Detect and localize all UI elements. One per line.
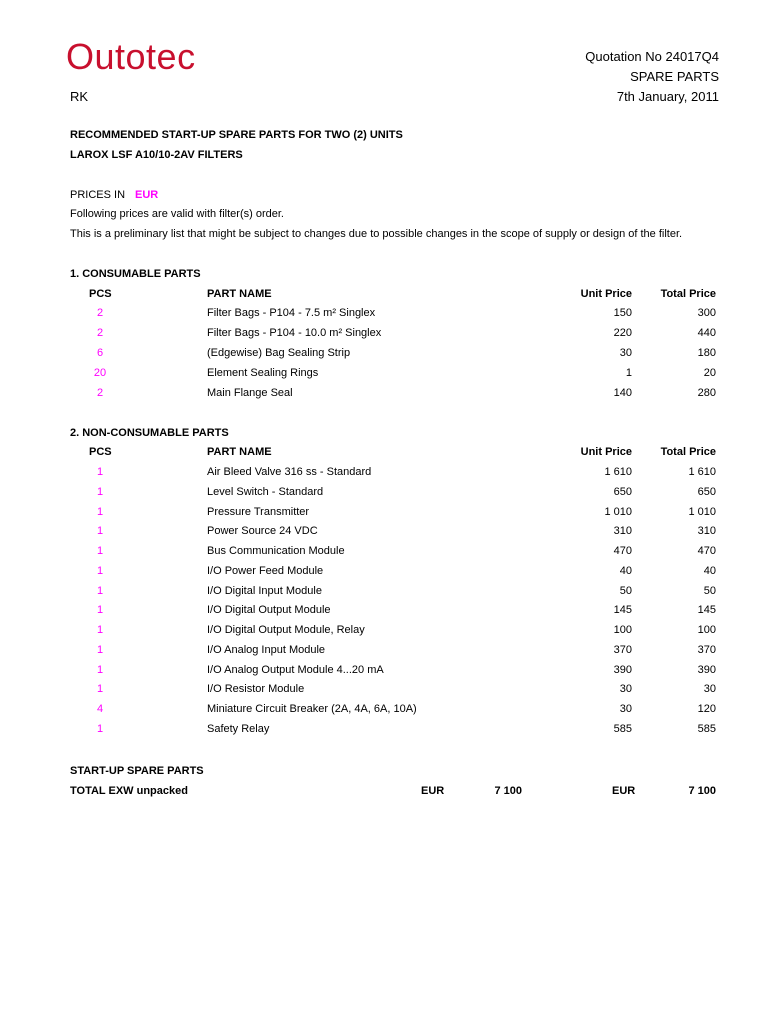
prices-note-2: This is a preliminary list that might be subject to changes due to possible changes in the scope of supply or design of the filter. bbox=[70, 228, 683, 240]
total-price-cell: 120 bbox=[697, 703, 716, 715]
table-row bbox=[0, 387, 768, 405]
quantity-cell: 20 bbox=[93, 367, 107, 379]
table-row bbox=[0, 585, 768, 603]
non-consumable-column-header bbox=[0, 446, 768, 464]
quantity-cell: 1 bbox=[96, 564, 104, 577]
prices-label: PRICES IN bbox=[70, 189, 126, 201]
prices-note-1: Following prices are valid with filter(s) order. bbox=[70, 208, 284, 220]
quantity-cell: 1 bbox=[96, 663, 104, 676]
table-row bbox=[0, 664, 768, 682]
part-name-cell: I/O Analog Input Module bbox=[207, 643, 326, 656]
total-price-cell: 390 bbox=[697, 663, 716, 676]
total-price-header: Total Price bbox=[660, 446, 716, 458]
table-row bbox=[0, 545, 768, 563]
outotec-logo: Outotec bbox=[66, 36, 196, 77]
consumable-heading: 1. CONSUMABLE PARTS bbox=[70, 268, 201, 280]
part-name-cell: Filter Bags - P104 - 7.5 m² Singlex bbox=[207, 307, 376, 319]
total-price-cell: 300 bbox=[697, 307, 716, 319]
part-name-cell: Air Bleed Valve 316 ss - Standard bbox=[207, 466, 372, 478]
part-name-cell: Miniature Circuit Breaker (2A, 4A, 6A, 10A) bbox=[207, 703, 417, 715]
part-name-header: PART NAME bbox=[207, 288, 272, 300]
quantity-cell: 1 bbox=[96, 722, 104, 735]
title-line-2: LAROX LSF A10/10-2AV FILTERS bbox=[70, 149, 243, 161]
total-amount-2: 7 100 bbox=[688, 785, 716, 797]
total-price-cell: 100 bbox=[697, 624, 716, 636]
consumable-column-header bbox=[0, 288, 768, 306]
total-price-cell: 585 bbox=[697, 722, 716, 735]
total-price-cell: 180 bbox=[697, 347, 716, 359]
part-name-cell: I/O Resistor Module bbox=[207, 683, 305, 696]
part-name-cell: I/O Digital Output Module, Relay bbox=[207, 624, 365, 636]
total-price-cell: 280 bbox=[697, 387, 716, 399]
total-currency-1: EUR bbox=[421, 785, 445, 797]
table-row bbox=[0, 486, 768, 504]
quantity-cell: 1 bbox=[96, 624, 104, 636]
part-name-cell: I/O Digital Input Module bbox=[207, 584, 322, 597]
part-name-cell: Bus Communication Module bbox=[207, 545, 345, 557]
table-row bbox=[0, 525, 768, 543]
total-price-cell: 40 bbox=[703, 564, 716, 577]
pcs-header: PCS bbox=[89, 288, 112, 300]
quantity-cell: 1 bbox=[96, 604, 104, 617]
unit-price-cell: 140 bbox=[613, 387, 632, 399]
quantity-cell: 1 bbox=[96, 683, 104, 696]
total-price-cell: 50 bbox=[703, 584, 716, 597]
unit-price-cell: 145 bbox=[613, 604, 632, 617]
table-row bbox=[0, 703, 768, 721]
total-price-header: Total Price bbox=[660, 288, 716, 300]
part-name-cell: I/O Power Feed Module bbox=[207, 564, 324, 577]
part-name-cell: Filter Bags - P104 - 10.0 m² Singlex bbox=[207, 327, 382, 339]
total-label: TOTAL EXW unpacked bbox=[70, 785, 188, 797]
total-price-cell: 440 bbox=[697, 327, 716, 339]
quotation-number: Quotation No 24017Q4 bbox=[585, 49, 719, 64]
unit-price-cell: 40 bbox=[619, 564, 632, 577]
total-amount-1: 7 100 bbox=[494, 785, 522, 797]
total-price-cell: 470 bbox=[697, 545, 716, 557]
table-row bbox=[0, 307, 768, 325]
quantity-cell: 1 bbox=[96, 485, 104, 498]
table-row bbox=[0, 367, 768, 385]
unit-price-cell: 585 bbox=[613, 722, 632, 735]
table-row bbox=[0, 506, 768, 524]
quantity-cell: 2 bbox=[96, 307, 104, 319]
quantity-cell: 1 bbox=[96, 466, 104, 478]
unit-price-cell: 50 bbox=[619, 584, 632, 597]
unit-price-cell: 370 bbox=[613, 643, 632, 656]
table-row bbox=[0, 723, 768, 741]
unit-price-cell: 390 bbox=[613, 663, 632, 676]
unit-price-cell: 470 bbox=[613, 545, 632, 557]
total-price-cell: 310 bbox=[697, 525, 716, 538]
table-row bbox=[0, 466, 768, 484]
part-name-cell: I/O Digital Output Module bbox=[207, 604, 331, 617]
quantity-cell: 6 bbox=[96, 347, 104, 359]
quantity-cell: 1 bbox=[96, 643, 104, 656]
unit-price-cell: 1 610 bbox=[604, 466, 632, 478]
unit-price-cell: 30 bbox=[619, 347, 632, 359]
total-price-cell: 1 010 bbox=[688, 505, 716, 518]
part-name-cell: Power Source 24 VDC bbox=[207, 525, 318, 538]
total-price-cell: 650 bbox=[697, 485, 716, 498]
unit-price-cell: 220 bbox=[613, 327, 632, 339]
total-price-cell: 145 bbox=[697, 604, 716, 617]
total-price-cell: 1 610 bbox=[688, 466, 716, 478]
unit-price-cell: 30 bbox=[619, 683, 632, 696]
total-price-cell: 30 bbox=[703, 683, 716, 696]
part-name-cell: I/O Analog Output Module 4...20 mA bbox=[207, 663, 384, 676]
table-row bbox=[0, 327, 768, 345]
table-row bbox=[0, 683, 768, 701]
prices-currency: EUR bbox=[135, 189, 159, 201]
pcs-header: PCS bbox=[89, 446, 112, 458]
unit-price-cell: 150 bbox=[613, 307, 632, 319]
initials: RK bbox=[70, 89, 89, 104]
quantity-cell: 1 bbox=[96, 545, 104, 557]
table-row bbox=[0, 565, 768, 583]
summary-heading: START-UP SPARE PARTS bbox=[70, 765, 204, 777]
part-name-cell: Safety Relay bbox=[207, 722, 270, 735]
unit-price-cell: 30 bbox=[619, 703, 632, 715]
document-date: 7th January, 2011 bbox=[616, 89, 719, 104]
quantity-cell: 2 bbox=[96, 327, 104, 339]
total-price-cell: 370 bbox=[697, 643, 716, 656]
part-name-cell: Level Switch - Standard bbox=[207, 485, 324, 498]
part-name-cell: (Edgewise) Bag Sealing Strip bbox=[207, 347, 351, 359]
quantity-cell: 4 bbox=[96, 703, 104, 715]
table-row bbox=[0, 624, 768, 642]
part-name-cell: Pressure Transmitter bbox=[207, 505, 310, 518]
table-row bbox=[0, 604, 768, 622]
unit-price-header: Unit Price bbox=[580, 446, 632, 458]
unit-price-cell: 1 010 bbox=[604, 505, 632, 518]
quantity-cell: 1 bbox=[96, 584, 104, 597]
unit-price-cell: 310 bbox=[613, 525, 632, 538]
part-name-cell: Element Sealing Rings bbox=[207, 367, 319, 379]
document-type: SPARE PARTS bbox=[630, 69, 719, 84]
quantity-cell: 1 bbox=[96, 525, 104, 538]
quantity-cell: 1 bbox=[96, 505, 104, 518]
total-price-cell: 20 bbox=[703, 367, 716, 379]
unit-price-cell: 650 bbox=[613, 485, 632, 498]
unit-price-header: Unit Price bbox=[580, 288, 632, 300]
table-row bbox=[0, 644, 768, 662]
non-consumable-heading: 2. NON-CONSUMABLE PARTS bbox=[70, 427, 229, 439]
total-currency-2: EUR bbox=[612, 785, 636, 797]
table-row bbox=[0, 347, 768, 365]
part-name-header: PART NAME bbox=[207, 446, 272, 458]
title-line-1: RECOMMENDED START-UP SPARE PARTS FOR TWO (2) UNITS bbox=[70, 129, 403, 141]
unit-price-cell: 1 bbox=[625, 367, 632, 379]
part-name-cell: Main Flange Seal bbox=[207, 387, 293, 399]
quantity-cell: 2 bbox=[96, 387, 104, 399]
unit-price-cell: 100 bbox=[613, 624, 632, 636]
